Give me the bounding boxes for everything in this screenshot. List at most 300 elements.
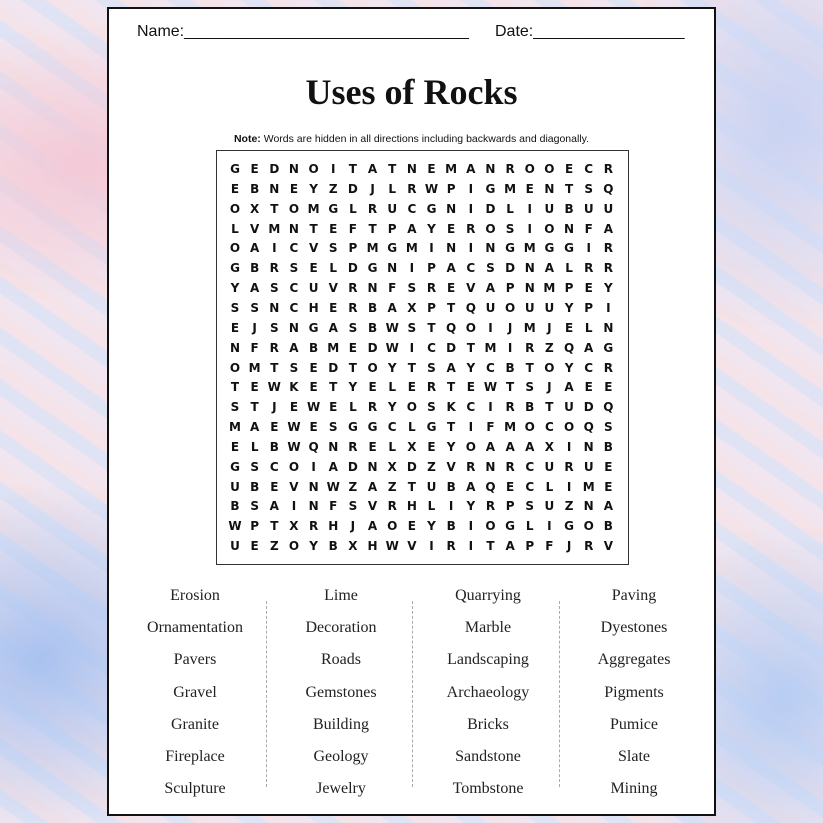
grid-letter: G bbox=[347, 420, 358, 435]
grid-letter: Y bbox=[309, 181, 318, 196]
column-divider bbox=[412, 601, 413, 787]
grid-letter: O bbox=[229, 241, 241, 256]
grid-letter: L bbox=[388, 439, 397, 454]
grid-letter: J bbox=[507, 320, 513, 335]
grid-letter: I bbox=[488, 400, 493, 415]
word-list-item: Tombstone bbox=[452, 780, 524, 798]
grid-letter: A bbox=[249, 281, 260, 296]
grid-letter: S bbox=[407, 281, 417, 296]
grid-letter: N bbox=[524, 281, 535, 296]
grid-letter: Q bbox=[603, 400, 614, 415]
grid-letter: V bbox=[249, 221, 260, 236]
grid-letter: F bbox=[388, 281, 397, 296]
grid-letter: T bbox=[545, 400, 554, 415]
grid-letter: X bbox=[250, 201, 260, 216]
grid-letter: R bbox=[407, 181, 417, 196]
grid-letter: L bbox=[349, 400, 357, 415]
grid-letter: W bbox=[326, 479, 340, 494]
grid-letter: W bbox=[306, 400, 321, 415]
grid-letter: I bbox=[507, 340, 513, 355]
grid-letter: I bbox=[468, 201, 474, 216]
word-list-item: Pumice bbox=[610, 715, 658, 733]
grid-letter: A bbox=[505, 539, 515, 554]
grid-letter: F bbox=[486, 420, 495, 435]
grid-letter: C bbox=[289, 241, 299, 256]
grid-letter: S bbox=[289, 360, 299, 375]
grid-letter: A bbox=[525, 439, 535, 454]
grid-letter: S bbox=[427, 360, 436, 375]
grid-letter: O bbox=[504, 300, 516, 315]
grid-letter: Y bbox=[427, 519, 436, 534]
grid-letter: S bbox=[505, 221, 515, 236]
grid-letter: V bbox=[466, 281, 476, 296]
word-list-item: Gravel bbox=[173, 683, 217, 701]
grid-letter: E bbox=[230, 320, 240, 335]
grid-letter: N bbox=[308, 499, 319, 514]
grid-letter: P bbox=[446, 181, 456, 196]
grid-letter: Q bbox=[446, 320, 457, 335]
grid-letter: W bbox=[385, 320, 399, 335]
grid-letter: N bbox=[544, 181, 555, 196]
grid-letter: K bbox=[289, 380, 299, 395]
grid-letter: I bbox=[468, 519, 474, 534]
grid-letter: Y bbox=[466, 360, 476, 375]
grid-letter: U bbox=[485, 300, 496, 315]
grid-letter: V bbox=[289, 479, 299, 494]
grid-letter: A bbox=[603, 221, 613, 236]
grid-letter: U bbox=[524, 300, 535, 315]
word-list-item: Jewelry bbox=[316, 780, 366, 798]
grid-letter: H bbox=[328, 519, 339, 534]
grid-letter: L bbox=[545, 479, 554, 494]
grid-letter: T bbox=[407, 479, 416, 494]
grid-letter: E bbox=[407, 380, 416, 395]
grid-letter: O bbox=[563, 420, 575, 435]
grid-letter: I bbox=[331, 162, 336, 176]
grid-letter: S bbox=[348, 320, 358, 335]
note bbox=[109, 133, 714, 145]
grid-letter: E bbox=[250, 380, 259, 395]
grid-letter: I bbox=[468, 539, 474, 554]
grid-letter: C bbox=[525, 479, 535, 494]
grid-letter: I bbox=[272, 241, 277, 256]
grid-letter: T bbox=[466, 340, 475, 355]
word-list-item: Dyestones bbox=[600, 619, 668, 637]
grid-letter: C bbox=[387, 420, 397, 435]
grid-letter: E bbox=[250, 162, 259, 176]
grid-letter: T bbox=[407, 360, 416, 375]
grid-letter: B bbox=[230, 499, 240, 514]
grid-letter: J bbox=[350, 519, 356, 534]
grid-letter: U bbox=[603, 201, 614, 216]
word-list-item: Ornamentation bbox=[147, 619, 243, 637]
grid-letter: A bbox=[328, 459, 338, 474]
grid-letter: O bbox=[288, 539, 300, 554]
grid-letter: P bbox=[427, 261, 436, 276]
grid-letter: R bbox=[466, 221, 476, 236]
grid-letter: E bbox=[447, 221, 456, 236]
grid-letter: I bbox=[468, 241, 474, 256]
grid-letter: Y bbox=[466, 499, 476, 514]
grid-letter: G bbox=[328, 201, 339, 216]
grid-letter: S bbox=[269, 281, 279, 296]
grid-letter: A bbox=[367, 519, 378, 534]
grid-letter: S bbox=[230, 400, 240, 415]
grid-letter: O bbox=[288, 201, 300, 216]
grid-letter: I bbox=[566, 439, 572, 454]
grid-letter: N bbox=[603, 320, 614, 335]
grid-letter: M bbox=[523, 320, 536, 335]
word-list-item: Building bbox=[312, 715, 369, 733]
grid-letter: E bbox=[407, 519, 416, 534]
grid-letter: L bbox=[565, 261, 573, 276]
grid-letter: Z bbox=[328, 181, 338, 196]
grid-letter: E bbox=[270, 479, 279, 494]
grid-letter: T bbox=[486, 539, 495, 554]
grid-letter: E bbox=[466, 380, 475, 395]
grid-letter: L bbox=[388, 380, 397, 395]
grid-letter: G bbox=[505, 241, 516, 256]
grid-letter: N bbox=[485, 241, 496, 256]
grid-letter: Y bbox=[309, 539, 318, 554]
grid-letter: N bbox=[367, 459, 378, 474]
worksheet-page bbox=[107, 7, 716, 816]
grid-letter: X bbox=[289, 519, 299, 534]
grid-letter: V bbox=[603, 539, 613, 554]
grid-letter: A bbox=[485, 439, 496, 454]
grid-letter: W bbox=[228, 519, 242, 534]
grid-letter: L bbox=[250, 439, 259, 454]
grid-letter: L bbox=[427, 499, 436, 514]
grid-letter: M bbox=[229, 420, 241, 435]
grid-letter: N bbox=[308, 479, 319, 494]
grid-letter: G bbox=[230, 459, 240, 474]
grid-letter: F bbox=[329, 499, 338, 514]
grid-letter: E bbox=[270, 420, 279, 435]
grid-letter: Y bbox=[427, 221, 436, 236]
grid-letter: G bbox=[564, 241, 574, 256]
grid-letter: P bbox=[505, 499, 515, 514]
grid-letter: L bbox=[506, 201, 514, 216]
grid-letter: O bbox=[544, 162, 555, 176]
grid-letter: E bbox=[564, 162, 574, 176]
grid-letter: L bbox=[388, 181, 397, 196]
grid-letter: B bbox=[446, 519, 456, 534]
column-divider bbox=[266, 601, 267, 787]
grid-letter: I bbox=[488, 320, 493, 335]
grid-letter: T bbox=[270, 360, 279, 375]
grid-letter: S bbox=[250, 499, 259, 514]
grid-letter: C bbox=[289, 281, 299, 296]
word-list-item: Quarrying bbox=[455, 587, 521, 604]
grid-letter: Y bbox=[348, 380, 358, 395]
grid-letter: R bbox=[505, 459, 515, 474]
grid-letter: B bbox=[525, 400, 535, 415]
grid-letter: T bbox=[329, 380, 338, 395]
grid-letter: Z bbox=[387, 479, 397, 494]
grid-letter: A bbox=[466, 479, 476, 494]
grid-letter: P bbox=[584, 300, 594, 315]
grid-letter: E bbox=[604, 459, 613, 474]
word-list-item: Roads bbox=[321, 651, 361, 669]
grid-letter: A bbox=[544, 261, 555, 276]
grid-letter: E bbox=[348, 340, 357, 355]
grid-letter: E bbox=[564, 320, 574, 335]
word-list-item: Archaeology bbox=[446, 683, 530, 701]
grid-letter: D bbox=[406, 459, 417, 474]
grid-letter: T bbox=[270, 201, 279, 216]
grid-letter: J bbox=[370, 181, 375, 196]
grid-letter: W bbox=[287, 439, 301, 454]
grid-letter: Q bbox=[583, 420, 594, 435]
grid-letter: E bbox=[604, 479, 613, 494]
grid-letter: V bbox=[367, 499, 378, 514]
grid-letter: M bbox=[405, 241, 418, 256]
word-list-item: Erosion bbox=[170, 587, 220, 604]
grid-letter: I bbox=[291, 499, 297, 514]
grid-letter: Z bbox=[564, 499, 574, 514]
grid-letter: R bbox=[426, 380, 437, 395]
grid-letter: Y bbox=[564, 360, 574, 375]
grid-letter: L bbox=[584, 320, 593, 335]
grid-letter: N bbox=[446, 241, 457, 256]
grid-letter: B bbox=[446, 479, 456, 494]
grid-letter: Z bbox=[348, 479, 358, 494]
grid-letter: E bbox=[427, 162, 436, 176]
grid-letter: F bbox=[584, 221, 593, 236]
grid-letter: M bbox=[543, 281, 556, 296]
grid-letter: Q bbox=[485, 479, 496, 494]
grid-letter: C bbox=[544, 420, 554, 435]
word-list-item: Sculpture bbox=[164, 780, 226, 798]
grid-letter: L bbox=[408, 420, 416, 435]
grid-letter: S bbox=[348, 499, 358, 514]
grid-letter: P bbox=[505, 281, 515, 296]
grid-letter: O bbox=[524, 420, 535, 435]
grid-letter: C bbox=[584, 360, 594, 375]
word-list-item: Geology bbox=[313, 748, 369, 765]
grid-letter: H bbox=[406, 499, 417, 514]
grid-letter: Y bbox=[387, 360, 397, 375]
grid-letter: T bbox=[368, 221, 377, 236]
grid-letter: S bbox=[289, 261, 299, 276]
grid-letter: X bbox=[348, 539, 358, 554]
grid-letter: T bbox=[230, 380, 240, 395]
grid-letter: R bbox=[348, 281, 358, 296]
grid-letter: N bbox=[288, 320, 299, 335]
grid-letter: P bbox=[525, 539, 535, 554]
grid-letter: E bbox=[604, 380, 613, 395]
grid-letter: B bbox=[505, 360, 515, 375]
grid-letter: U bbox=[230, 539, 240, 554]
grid-letter: R bbox=[269, 261, 279, 276]
grid-letter: A bbox=[584, 340, 594, 355]
grid-letter: C bbox=[407, 201, 417, 216]
grid-letter: E bbox=[584, 281, 593, 296]
grid-letter: Y bbox=[446, 439, 456, 454]
grid-letter: U bbox=[387, 201, 398, 216]
grid-letter: Q bbox=[308, 439, 319, 454]
word-list-item: Paving bbox=[611, 587, 657, 604]
grid-letter: N bbox=[328, 439, 339, 454]
grid-letter: E bbox=[309, 261, 318, 276]
grid-letter: R bbox=[603, 162, 613, 176]
grid-letter: R bbox=[348, 439, 358, 454]
grid-letter: E bbox=[289, 400, 299, 415]
grid-letter: T bbox=[388, 162, 397, 176]
grid-letter: G bbox=[564, 519, 574, 534]
grid-letter: H bbox=[367, 539, 378, 554]
grid-letter: B bbox=[269, 439, 279, 454]
grid-letter: G bbox=[544, 241, 555, 256]
grid-letter: R bbox=[269, 340, 279, 355]
grid-letter: V bbox=[328, 281, 338, 296]
grid-letter: K bbox=[446, 400, 456, 415]
grid-letter: G bbox=[367, 261, 378, 276]
grid-letter: B bbox=[250, 181, 260, 196]
grid-letter: U bbox=[426, 479, 437, 494]
grid-letter: N bbox=[564, 221, 575, 236]
grid-letter: U bbox=[583, 459, 594, 474]
word-list-item: Slate bbox=[618, 748, 650, 765]
grid-letter: A bbox=[328, 320, 338, 335]
grid-letter: N bbox=[485, 162, 496, 176]
grid-letter: R bbox=[466, 459, 476, 474]
grid-letter: V bbox=[407, 539, 417, 554]
grid-letter: R bbox=[584, 261, 594, 276]
grid-letter: E bbox=[230, 181, 240, 196]
grid-letter: S bbox=[584, 181, 594, 196]
grid-letter: D bbox=[485, 201, 496, 216]
grid-letter: L bbox=[525, 519, 534, 534]
grid-letter: N bbox=[288, 221, 299, 236]
grid-letter: L bbox=[231, 221, 239, 236]
word-list-item: Pigments bbox=[604, 683, 664, 701]
grid-letter: Y bbox=[603, 281, 613, 296]
grid-letter: G bbox=[603, 340, 614, 355]
grid-letter: U bbox=[544, 499, 555, 514]
grid-letter: N bbox=[269, 300, 280, 315]
word-list-item: Marble bbox=[464, 619, 512, 637]
grid-letter: E bbox=[329, 400, 338, 415]
grid-letter: I bbox=[468, 181, 474, 196]
grid-letter: W bbox=[424, 181, 439, 196]
grid-letter: R bbox=[525, 340, 535, 355]
grid-letter: D bbox=[583, 400, 594, 415]
grid-letter: R bbox=[603, 360, 613, 375]
grid-letter: E bbox=[368, 380, 377, 395]
grid-letter: W bbox=[267, 380, 281, 395]
grid-letter: N bbox=[269, 181, 280, 196]
grid-letter: N bbox=[367, 281, 378, 296]
grid-letter: R bbox=[505, 400, 515, 415]
grid-letter: M bbox=[327, 340, 340, 355]
grid-letter: G bbox=[505, 519, 516, 534]
grid-letter: D bbox=[328, 360, 339, 375]
grid-letter: I bbox=[586, 241, 591, 256]
grid-letter: Z bbox=[545, 340, 554, 355]
grid-letter: O bbox=[465, 439, 476, 454]
grid-letter: I bbox=[606, 300, 611, 315]
grid-letter: A bbox=[269, 499, 279, 514]
grid-letter: P bbox=[427, 300, 436, 315]
grid-letter: G bbox=[230, 261, 240, 276]
page-title: Uses of Rocks bbox=[305, 72, 518, 112]
grid-letter: D bbox=[446, 340, 457, 355]
grid-letter: R bbox=[603, 261, 613, 276]
grid-letter: Z bbox=[427, 459, 436, 474]
grid-letter: S bbox=[328, 241, 338, 256]
grid-letter: E bbox=[309, 420, 318, 435]
grid-letter: R bbox=[564, 459, 574, 474]
grid-letter: C bbox=[427, 340, 436, 355]
grid-letter: R bbox=[387, 499, 397, 514]
grid-letter: Q bbox=[465, 300, 476, 315]
grid-letter: C bbox=[269, 459, 279, 474]
grid-letter: A bbox=[564, 380, 574, 395]
grid-letter: O bbox=[544, 360, 555, 375]
word-list-item: Decoration bbox=[305, 619, 377, 637]
grid-letter: G bbox=[367, 420, 378, 435]
grid-letter: O bbox=[308, 162, 319, 176]
word-list-item: Fireplace bbox=[165, 748, 225, 765]
grid-letter: D bbox=[505, 261, 516, 276]
grid-letter: B bbox=[564, 201, 574, 216]
grid-letter: Y bbox=[230, 281, 240, 296]
grid-letter: S bbox=[269, 320, 279, 335]
grid-letter: S bbox=[427, 400, 436, 415]
grid-letter: N bbox=[485, 459, 496, 474]
grid-letter: E bbox=[309, 380, 318, 395]
grid-letter: Q bbox=[603, 181, 614, 196]
date-field-label: Date:_________________ bbox=[495, 23, 685, 40]
grid-letter: T bbox=[447, 420, 456, 435]
grid-letter: V bbox=[308, 241, 319, 256]
grid-letter: P bbox=[387, 221, 397, 236]
grid-letter: B bbox=[603, 439, 613, 454]
grid-letter: F bbox=[348, 221, 357, 236]
grid-letter: C bbox=[466, 400, 476, 415]
grid-letter: R bbox=[348, 300, 358, 315]
grid-letter: E bbox=[427, 439, 436, 454]
grid-letter: A bbox=[367, 162, 378, 176]
grid-letter: O bbox=[387, 519, 398, 534]
grid-letter: N bbox=[406, 162, 417, 176]
grid-letter: S bbox=[486, 261, 495, 276]
grid-letter: A bbox=[485, 281, 496, 296]
word-list-item: Lime bbox=[324, 587, 358, 604]
grid-letter: X bbox=[387, 459, 397, 474]
grid-letter: Y bbox=[387, 400, 397, 415]
grid-letter: P bbox=[250, 519, 260, 534]
grid-letter: N bbox=[524, 261, 535, 276]
grid-letter: X bbox=[407, 300, 417, 315]
grid-letter: S bbox=[525, 380, 535, 395]
grid-letter: E bbox=[525, 181, 534, 196]
word-list-item: Granite bbox=[171, 715, 219, 733]
grid-letter: W bbox=[385, 539, 399, 554]
grid-letter: E bbox=[447, 281, 456, 296]
grid-letter: J bbox=[566, 539, 572, 554]
grid-letter: C bbox=[289, 300, 299, 315]
grid-letter: A bbox=[505, 439, 515, 454]
grid-letter: G bbox=[426, 420, 437, 435]
grid-letter: W bbox=[287, 420, 301, 435]
grid-letter: G bbox=[485, 181, 496, 196]
word-list-item: Mining bbox=[610, 780, 658, 798]
grid-letter: C bbox=[584, 162, 594, 176]
grid-letter: E bbox=[250, 539, 259, 554]
